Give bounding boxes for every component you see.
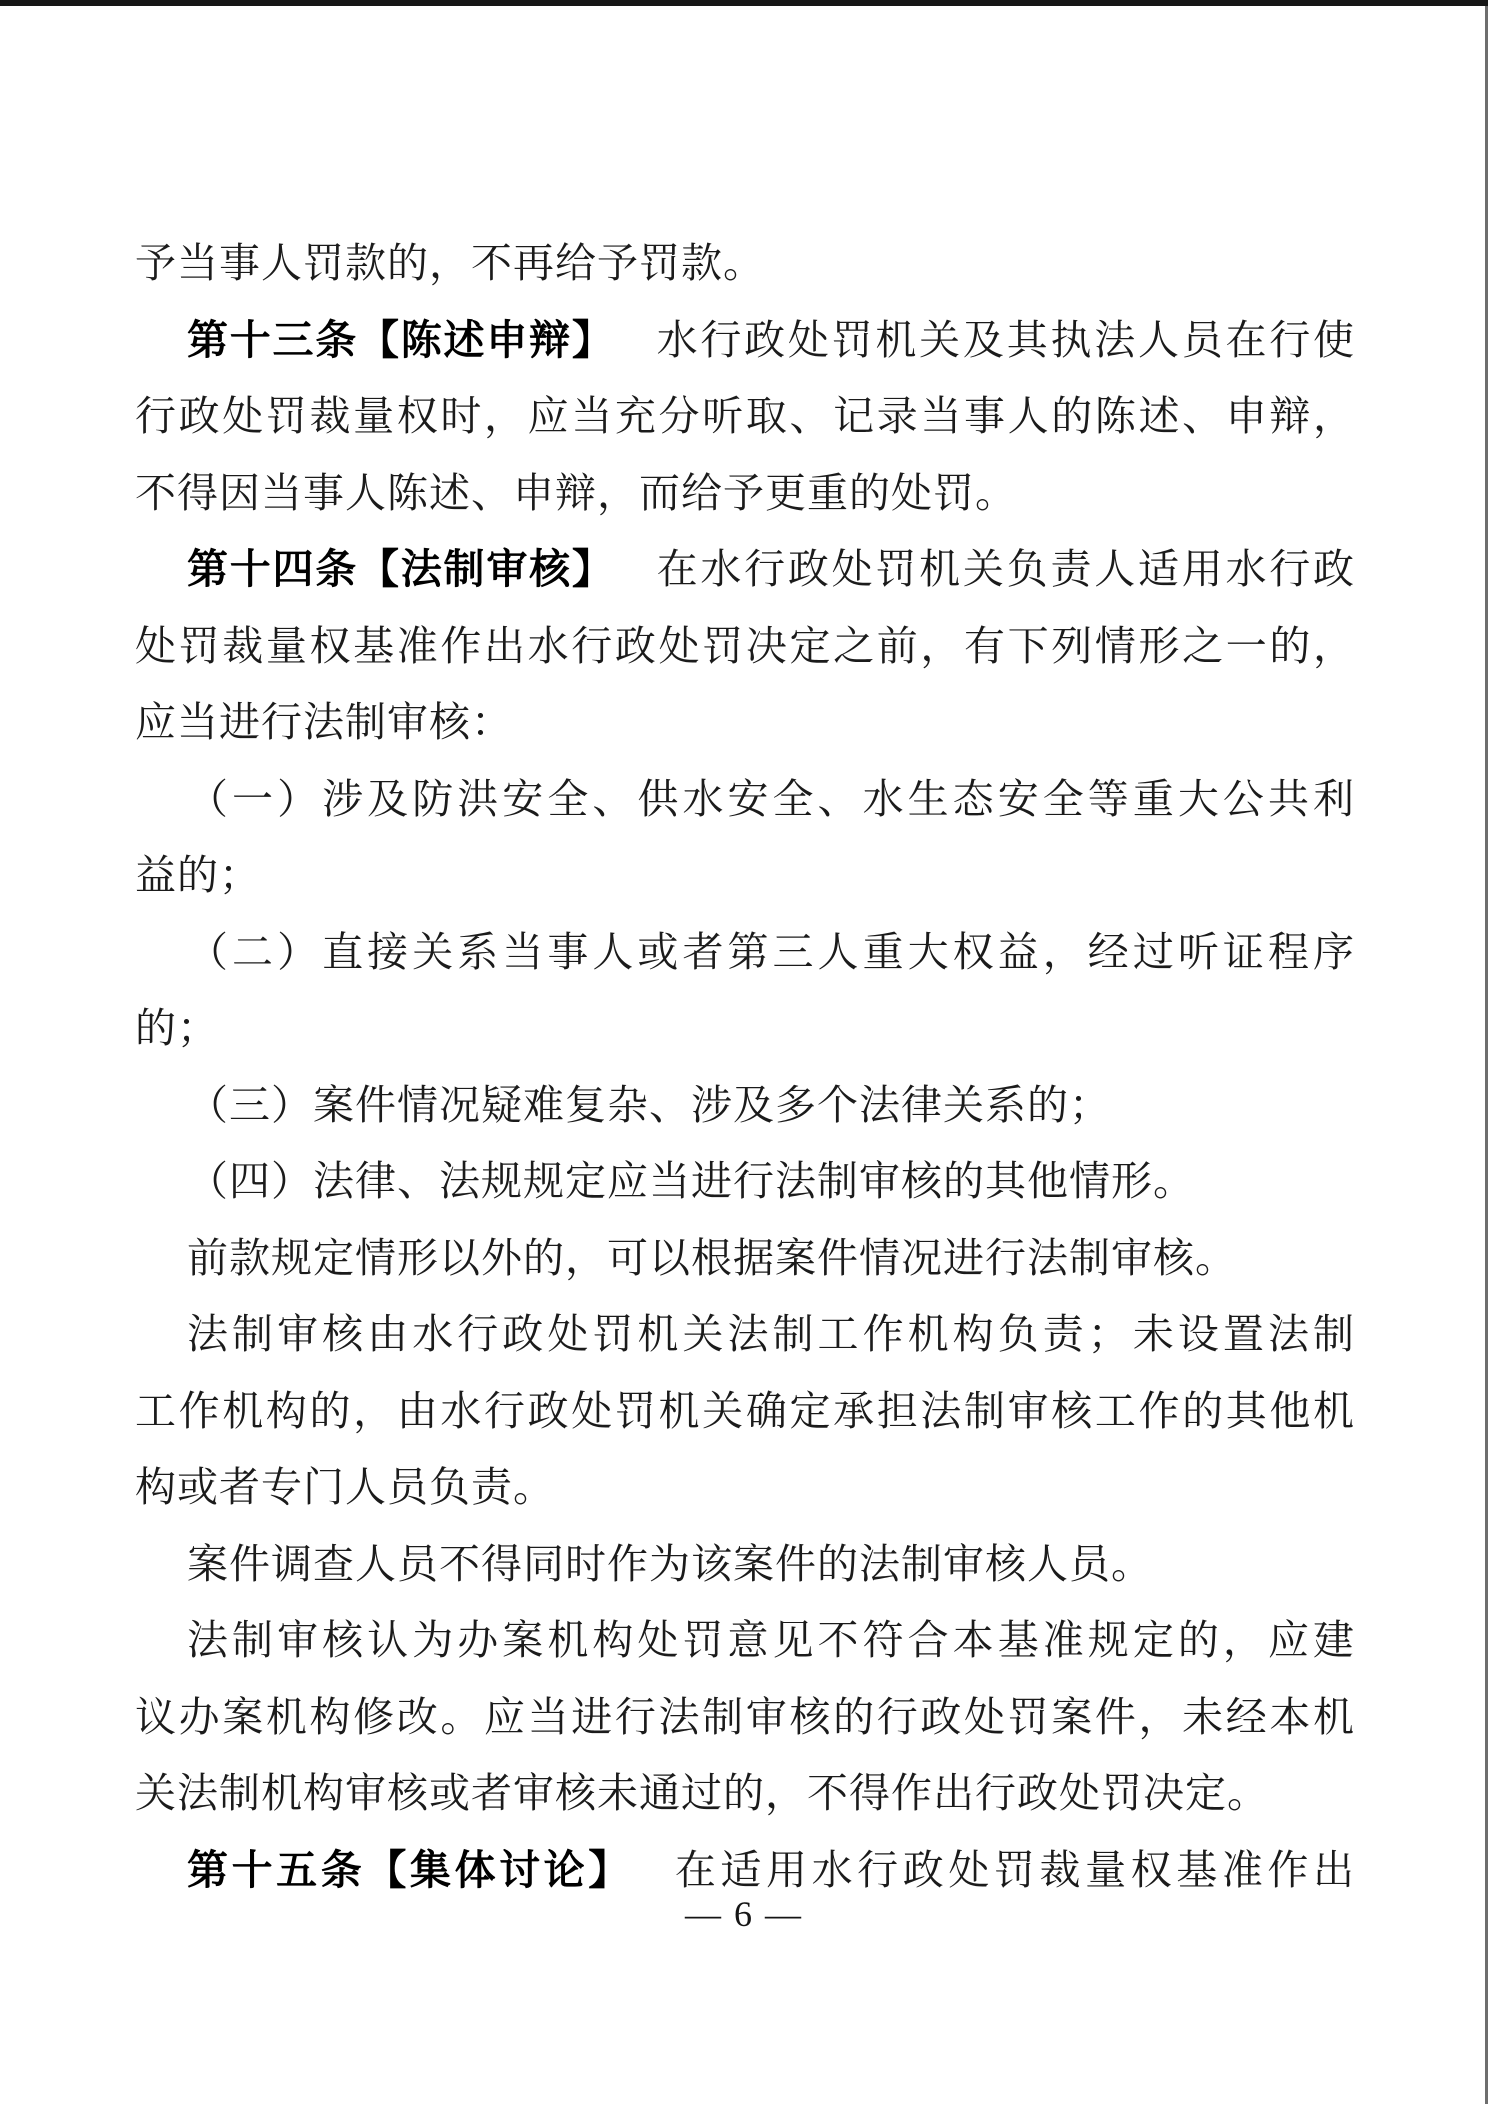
paragraph-line: 法制审核由水行政处罚机关法制工作机构负责；未设置法制 (187, 1311, 1355, 1357)
paragraph-line: 前款规定情形以外的，可以根据案件情况进行法制审核。 (187, 1234, 1237, 1281)
paragraph-line: 法制审核认为办案机构处罚意见不符合本基准规定的，应建 (187, 1617, 1355, 1663)
paragraph-line: 案件调查人员不得同时作为该案件的法制审核人员。 (187, 1540, 1153, 1587)
paragraph-line: 予当事人罚款的，不再给予罚款。 (135, 240, 765, 286)
list-item-1-line: （一）涉及防洪安全、供水安全、水生态安全等重大公共利 (187, 775, 1355, 822)
list-item-2-line: （二）直接关系当事人或者第三人重大权益，经过听证程序 (187, 928, 1355, 975)
paragraph-text: 在适用水行政处罚裁量权基准作出 (674, 1846, 1356, 1893)
paragraph-line: 构或者专门人员负责。 (135, 1464, 555, 1510)
paragraph-line: 工作机构的，由水行政处罚机关确定承担法制审核工作的其他机 (135, 1387, 1355, 1434)
paragraph-line: 议办案机构修改。应当进行法制审核的行政处罚案件，未经本机 (135, 1693, 1355, 1740)
article-13-line (135, 302, 1355, 379)
article-13-heading: 第十三条【陈述申辩】 (187, 316, 615, 363)
paragraph-line: 关法制机构审核或者审核未通过的，不得作出行政处罚决定。 (135, 1770, 1269, 1816)
paragraph-text: 在水行政处罚机关负责人适用水行政 (656, 546, 1356, 592)
article-14-heading: 第十四条【法制审核】 (187, 546, 615, 592)
article-14-line (135, 531, 1355, 608)
paragraph-line: 益的； (135, 852, 261, 898)
paragraph-line: 行政处罚裁量权时，应当充分听取、记录当事人的陈述、申辩， (135, 393, 1355, 439)
page-number: — 6 — (685, 1894, 803, 1934)
document-body (135, 225, 1355, 1908)
list-item-4-line: （四）法律、法规规定应当进行法制审核的其他情形。 (187, 1158, 1195, 1204)
paragraph-text: 水行政处罚机关及其执法人员在行使 (656, 316, 1356, 363)
paragraph-line: 处罚裁量权基准作出水行政处罚决定之前，有下列情形之一的， (135, 622, 1355, 669)
paragraph-line: 应当进行法制审核： (135, 699, 513, 745)
article-15-heading: 第十五条【集体讨论】 (187, 1846, 633, 1893)
list-item-3-line: （三）案件情况疑难复杂、涉及多个法律关系的； (187, 1081, 1111, 1128)
paragraph-line: 的； (135, 1005, 219, 1051)
paragraph-line: 不得因当事人陈述、申辩，而给予更重的处罚。 (135, 469, 1017, 516)
